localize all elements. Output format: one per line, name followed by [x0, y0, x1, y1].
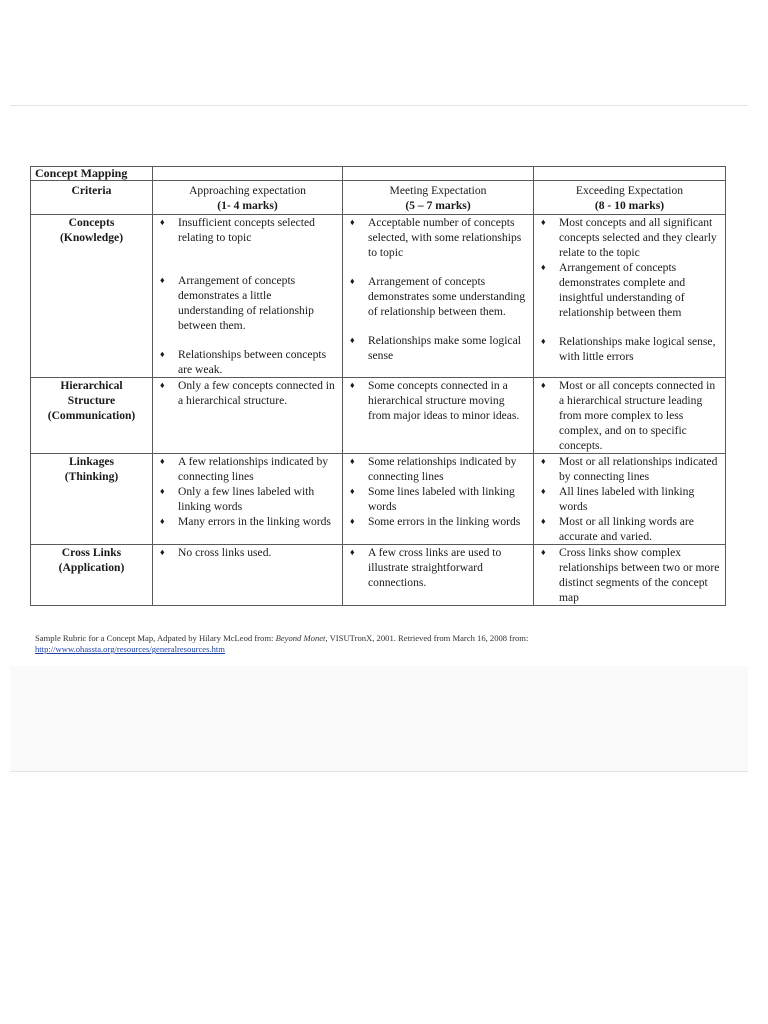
rubric-cell	[534, 378, 726, 454]
list-item	[538, 545, 721, 605]
bullet-icon: ♦	[541, 456, 546, 466]
list-item	[538, 378, 721, 453]
bullet-icon: ♦	[541, 380, 546, 390]
criteria-cell	[31, 215, 153, 378]
criteria-line: Concepts	[68, 216, 115, 229]
title-spacer	[343, 167, 534, 181]
bullet-icon: ♦	[350, 456, 355, 466]
bullet-icon: ♦	[541, 336, 546, 346]
bullet-icon: ♦	[350, 486, 355, 496]
header-meeting-range: (5 – 7 marks)	[405, 199, 471, 212]
item-text: Relationships make some logical sense	[368, 334, 521, 362]
page-shade	[10, 666, 748, 771]
item-text: A few relationships indicated by connecting lines	[178, 455, 329, 483]
header-exceeding	[534, 181, 726, 215]
bullet-icon: ♦	[350, 335, 355, 345]
list-item	[538, 260, 721, 320]
criteria-line: Linkages	[68, 455, 115, 468]
item-text: Most or all relationships indicated by connecting lines	[559, 455, 718, 483]
item-text: Acceptable number of concepts selected, with some relationships to topic	[368, 216, 522, 259]
item-text: Relationships between concepts are weak.	[178, 348, 327, 376]
bullet-icon: ♦	[350, 516, 355, 526]
header-approaching-label: Approaching expectation	[189, 184, 306, 197]
list-item	[347, 333, 529, 363]
list-item	[157, 545, 338, 560]
source-link[interactable]: http://www.ohassta.org/resources/generalresources.htm	[35, 644, 225, 654]
item-text: Arrangement of concepts demonstrates a little understanding of relationship between them.	[178, 274, 314, 332]
item-text: Some concepts connected in a hierarchical structure moving from major ideas to minor ideas.	[368, 379, 520, 422]
item-text: Some relationships indicated by connecting lines	[368, 455, 517, 483]
rubric-cell	[343, 454, 534, 545]
top-divider	[10, 105, 748, 106]
item-text: Only a few concepts connected in a hierarchical structure.	[178, 379, 335, 407]
item-text: Some errors in the linking words	[368, 515, 521, 528]
table-row	[31, 378, 726, 454]
item-text: Some lines labeled with linking words	[368, 485, 515, 513]
bullet-icon: ♦	[160, 380, 165, 390]
item-text: Many errors in the linking words	[178, 515, 331, 528]
table-title-row	[31, 167, 726, 181]
list-item	[157, 484, 338, 514]
item-text: Arrangement of concepts demonstrates some understanding of relationship between them.	[368, 275, 526, 318]
rubric-cell	[343, 545, 534, 606]
rubric-cell	[343, 215, 534, 378]
rubric-document	[30, 166, 725, 606]
header-row	[31, 181, 726, 215]
criteria-line: Structure	[67, 394, 116, 407]
title-spacer	[534, 167, 726, 181]
caption-book-title: Beyond Monet	[275, 633, 326, 643]
rubric-cell	[534, 454, 726, 545]
list-item	[157, 347, 338, 377]
rubric-cell	[153, 378, 343, 454]
list-item	[157, 215, 338, 245]
rubric-table	[30, 166, 726, 606]
item-text: Insufficient concepts selected relating to topic	[178, 216, 315, 244]
header-approaching-range: (1- 4 marks)	[217, 199, 278, 212]
header-meeting	[343, 181, 534, 215]
item-text: A few cross links are used to illustrate straightforward connections.	[368, 546, 502, 589]
bullet-icon: ♦	[160, 349, 165, 359]
list-item	[538, 484, 721, 514]
bullet-icon: ♦	[350, 547, 355, 557]
table-row	[31, 545, 726, 606]
rubric-cell	[534, 215, 726, 378]
bullet-icon: ♦	[160, 516, 165, 526]
bullet-icon: ♦	[541, 516, 546, 526]
rubric-cell	[534, 545, 726, 606]
list-item	[347, 484, 529, 514]
list-item	[157, 273, 338, 333]
bullet-icon: ♦	[160, 217, 165, 227]
bullet-icon: ♦	[350, 380, 355, 390]
criteria-line: (Thinking)	[64, 470, 119, 483]
item-text: Most concepts and all significant concepts selected and they clearly relate to the topic	[559, 216, 717, 259]
header-approaching	[153, 181, 343, 215]
header-meeting-label: Meeting Expectation	[389, 184, 487, 197]
criteria-header: Criteria	[31, 181, 153, 215]
bullet-icon: ♦	[160, 456, 165, 466]
list-item	[157, 378, 338, 408]
criteria-line: (Application)	[58, 561, 125, 574]
rubric-cell	[343, 378, 534, 454]
list-item	[347, 274, 529, 319]
criteria-cell	[31, 378, 153, 454]
bullet-icon: ♦	[350, 276, 355, 286]
item-text: Most or all linking words are accurate and varied.	[559, 515, 694, 543]
list-item	[157, 454, 338, 484]
list-item	[347, 545, 529, 590]
item-text: Relationships make logical sense, with little errors	[559, 335, 716, 363]
rubric-cell	[153, 215, 343, 378]
criteria-cell	[31, 454, 153, 545]
caption-suffix: , VISUTronX, 2001. Retrieved from March 16, 2008 from:	[325, 633, 529, 643]
caption-prefix: Sample Rubric for a Concept Map, Adpated by Hilary McLeod from:	[35, 633, 276, 643]
rubric-cell	[153, 545, 343, 606]
criteria-line: Cross Links	[61, 546, 122, 559]
item-text: No cross links used.	[178, 546, 272, 559]
caption-line	[35, 633, 735, 644]
criteria-line: (Communication)	[47, 409, 136, 422]
title-spacer	[153, 167, 343, 181]
rubric-cell	[153, 454, 343, 545]
list-item	[538, 215, 721, 260]
list-item	[347, 514, 529, 529]
item-text: All lines labeled with linking words	[559, 485, 695, 513]
item-text: Cross links show complex relationships between two or more distinct segments of the concept map	[559, 546, 720, 604]
list-item	[347, 215, 529, 260]
bullet-icon: ♦	[160, 275, 165, 285]
bullet-icon: ♦	[160, 486, 165, 496]
list-item	[538, 334, 721, 364]
criteria-line: (Knowledge)	[59, 231, 124, 244]
item-text: Arrangement of concepts demonstrates complete and insightful understanding of relationship between them	[559, 261, 686, 319]
table-title: Concept Mapping	[31, 167, 153, 181]
list-item	[538, 454, 721, 484]
item-text: Only a few lines labeled with linking words	[178, 485, 315, 513]
criteria-line: Hierarchical	[60, 379, 123, 392]
table-row	[31, 454, 726, 545]
header-exceeding-label: Exceeding Expectation	[575, 184, 684, 197]
bullet-icon: ♦	[541, 217, 546, 227]
list-item	[347, 454, 529, 484]
header-exceeding-range: (8 - 10 marks)	[594, 199, 665, 212]
bottom-divider	[10, 771, 748, 772]
list-item	[538, 514, 721, 544]
criteria-cell	[31, 545, 153, 606]
bullet-icon: ♦	[541, 486, 546, 496]
table-row	[31, 215, 726, 378]
bullet-icon: ♦	[541, 262, 546, 272]
list-item	[157, 514, 338, 529]
item-text: Most or all concepts connected in a hierarchical structure leading from more complex to less complex, and on to specific concepts.	[559, 379, 716, 452]
bullet-icon: ♦	[541, 547, 546, 557]
list-item	[347, 378, 529, 423]
bullet-icon: ♦	[350, 217, 355, 227]
bullet-icon: ♦	[160, 547, 165, 557]
source-caption	[35, 633, 735, 655]
